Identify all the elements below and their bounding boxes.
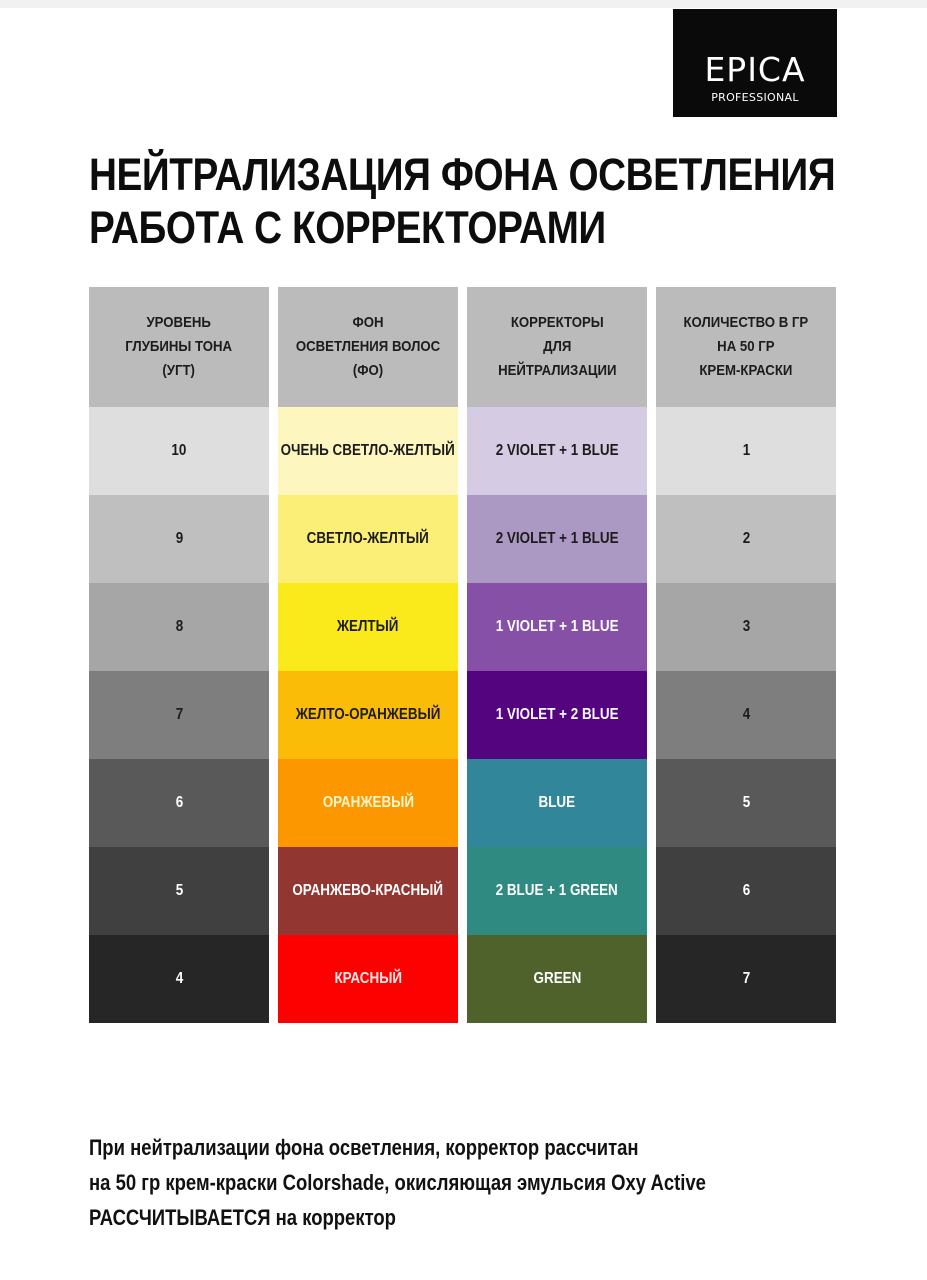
amount-cell-text: 2 [742, 530, 750, 547]
amount-cell [656, 759, 836, 847]
tone-level-cell [89, 759, 269, 847]
background-cell-text: КРАСНЫЙ [334, 970, 402, 987]
footnote-line-1: При нейтрализации фона осветления, корректор рассчитан [89, 1135, 639, 1160]
footnote-line-3: РАССЧИТЫВАЕТСЯ на корректор [89, 1205, 396, 1230]
amount-cell-text: 4 [742, 706, 750, 723]
background-cell [278, 671, 458, 759]
amount-cell-text: 3 [742, 618, 750, 635]
corrector-cell-text: BLUE [538, 794, 576, 811]
tone-level-cell [89, 407, 269, 495]
tone-level-cell-text: 7 [175, 706, 183, 723]
column-lightening-background [278, 287, 458, 1023]
background-cell-text: ОЧЕНЬ СВЕТЛО-ЖЕЛТЫЙ [280, 442, 456, 459]
amount-cell-text: 5 [742, 794, 750, 811]
top-divider [0, 0, 927, 8]
corrector-cell [467, 671, 647, 759]
corrector-cell [467, 407, 647, 495]
column-correctors [467, 287, 647, 1023]
corrector-cell [467, 847, 647, 935]
background-cell-text: ЖЕЛТО-ОРАНЖЕВЫЙ [295, 706, 441, 723]
corrector-cell [467, 759, 647, 847]
background-cell-text: ОРАНЖЕВЫЙ [322, 794, 414, 811]
logo-subtitle: PROFESSIONAL [711, 91, 799, 104]
background-cell [278, 847, 458, 935]
tone-level-cell-text: 8 [175, 618, 183, 635]
background-cell-text: ОРАНЖЕВО-КРАСНЫЙ [292, 882, 444, 899]
title-line-1: НЕЙТРАЛИЗАЦИЯ ФОНА ОСВЕТЛЕНИЯ [89, 149, 836, 200]
tone-level-cell-text: 9 [175, 530, 183, 547]
column-amount [656, 287, 836, 1023]
corrector-cell [467, 495, 647, 583]
tone-level-cell [89, 495, 269, 583]
header-correctors: КОРРЕКТОРЫ ДЛЯ НЕЙТРАЛИЗАЦИИ [467, 287, 647, 407]
amount-cell [656, 671, 836, 759]
corrector-cell [467, 583, 647, 671]
background-cell [278, 759, 458, 847]
amount-cell [656, 935, 836, 1023]
background-cell-text: ЖЕЛТЫЙ [337, 618, 399, 635]
amount-cell-text: 7 [742, 970, 750, 987]
page-title [89, 148, 836, 254]
amount-cell-text: 1 [742, 442, 750, 459]
corrector-cell-text: 2 BLUE + 1 GREEN [495, 882, 619, 899]
corrector-cell [467, 935, 647, 1023]
logo-brand: EPICA [704, 50, 806, 89]
tone-level-cell [89, 583, 269, 671]
footnote-line-2: на 50 гр крем-краски Colorshade, окисляющая эмульсия Oxy Active [89, 1170, 706, 1195]
background-cell-text: СВЕТЛО-ЖЕЛТЫЙ [306, 530, 430, 547]
background-cell [278, 495, 458, 583]
tone-level-cell-text: 5 [175, 882, 183, 899]
header-lightening-background: ФОН ОСВЕТЛЕНИЯ ВОЛОС (ФО) [278, 287, 458, 407]
tone-level-cell-text: 10 [171, 442, 187, 459]
footnote [89, 1130, 761, 1235]
header-amount: КОЛИЧЕСТВО В ГР НА 50 ГР КРЕМ-КРАСКИ [656, 287, 836, 407]
corrector-cell-text: GREEN [533, 970, 581, 987]
corrector-cell-text: 1 VIOLET + 2 BLUE [495, 706, 619, 723]
epica-logo [673, 9, 837, 117]
tone-level-cell-text: 4 [175, 970, 183, 987]
title-line-2: РАБОТА С КОРРЕКТОРАМИ [89, 202, 606, 253]
column-tone-level [89, 287, 269, 1023]
tone-level-cell-text: 6 [175, 794, 183, 811]
amount-cell [656, 407, 836, 495]
background-cell [278, 407, 458, 495]
tone-level-cell [89, 935, 269, 1023]
amount-cell [656, 495, 836, 583]
tone-level-cell [89, 847, 269, 935]
background-cell [278, 935, 458, 1023]
amount-cell-text: 6 [742, 882, 750, 899]
amount-cell [656, 847, 836, 935]
background-cell [278, 583, 458, 671]
tone-level-cell [89, 671, 269, 759]
corrector-cell-text: 2 VIOLET + 1 BLUE [495, 530, 619, 547]
corrector-cell-text: 2 VIOLET + 1 BLUE [495, 442, 619, 459]
header-tone-level: УРОВЕНЬ ГЛУБИНЫ ТОНА (УГТ) [89, 287, 269, 407]
amount-cell [656, 583, 836, 671]
corrector-cell-text: 1 VIOLET + 1 BLUE [495, 618, 619, 635]
